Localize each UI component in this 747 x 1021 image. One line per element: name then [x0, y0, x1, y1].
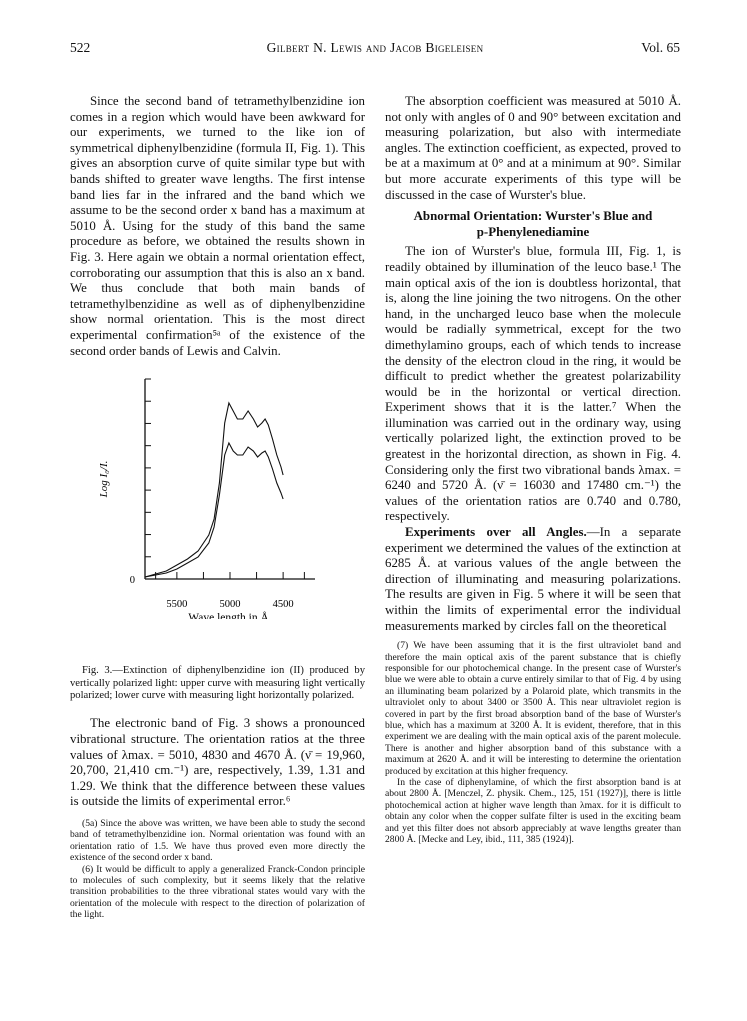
page-number: 522	[70, 40, 91, 55]
volume-label: Vol. 65	[641, 40, 680, 55]
x-tick-label: 5500	[166, 599, 188, 611]
y-tick-label: 0	[129, 575, 135, 587]
x-tick-label: 4500	[272, 599, 294, 611]
footnote-7-continued: In the case of diphenylamine, of which the first absorption band is at about 2800 Å. [Menczel, Z. physik. Chem., 125, 151 (1927)], there is little photochemical action at higher wave length than λmax. for it is difficult to obtain any color when the copper sulfate filter is used in the exciting beam and yet this filter does not absorb appreciably at wave lengths greater than 2800 Å. [Mecke and Ley, ibid., 111, 385 (1924)].	[385, 777, 681, 846]
x-axis-label: Wave length in Å.	[188, 612, 272, 620]
footnote-5a: (5a) Since the above was written, we have been able to study the second band of tetramethylbenzidine ion. Normal orientation was found with an orientation ratio of 1.5. We have thus proved even more directly the existence of the second order x band.	[70, 817, 365, 864]
right-column	[385, 94, 681, 846]
footnote-7: (7) We have been assuming that it is the first ultraviolet band and therefore the main optical axis of the parent substance that is chiefly responsible for our photochemical change. In the present case of Wurster's blue we were able to obtain a curve entirely similar to that of Fig. 4 by using an illuminating beam polarized by a Polaroid plate, which transmits in the ultraviolet only to about 3400 or 3500 Å. This near ultraviolet region is covered in part by the first broad absorption band of the base of Wurster's blue, which has a maximum at 3200 Å. It is evident, therefore, that in this experiment we are dealing with the main optical axis of the parent molecule. There is another and higher absorption band of this substance with a maximum at 2620 Å. and it will be interesting to determine the orientation produced by excitation at this higher frequency.	[385, 640, 681, 777]
paragraph-experiments	[385, 525, 681, 634]
running-header	[70, 40, 680, 60]
paragraph: The absorption coefficient was measured at 5010 Å. not only with angles of 0 and 90° between excitation and measuring polarization, but also with intermediate angles. The extinction coefficient, as expected, proved to be at a maximum at 0° and at a minimum at 90°. Similar but more accurate experiments of this type will be discussed in the case of Wurster's blue.	[385, 94, 681, 202]
section-heading	[385, 209, 681, 240]
series-line-2	[145, 443, 283, 577]
y-axis-label: Log I₀/I.	[98, 460, 110, 498]
paragraph: Since the second band of tetramethylbenzidine ion comes in a region which would have been awkward for our experiments, we turned to the like ion of symmetrical diphenylbenzidine (formula II, Fig. 1). This gives an absorption curve of quite similar type but with bands shifted to greater wave lengths. The first intense band lies far in the infrared and the band which we assume to be the second order x band has a maximum at 5010 Å. Using for the study of this band the same procedure as before, we obtained the results shown in Fig. 3. Here again we obtain a normal orientation effect, corroborating our assumption that this is also an x band. We thus conclude that both main bands of tetramethylbenzidine as well as of diphenylbenzidine show normal orientation. This is the most direct experimental confirmation⁵ᵃ of the existence of the second order bands of Lewis and Calvin.	[70, 94, 365, 358]
figure-caption: Fig. 3.—Extinction of diphenylbenzidine ion (II) produced by vertically polarized light: upper curve with measuring light vertically polarized; lower curve with measuring light horizontally polarized.	[70, 665, 365, 701]
paragraph: The ion of Wurster's blue, formula III, Fig. 1, is readily obtained by illumination of the leuco base.¹ The main optical axis of the ion is doubtless horizontal, that is, along the line joining the two nitrogens. On the other hand, in the uncharged leuco base when the molecule would be radially symmetrical, except for the two dimethylamino groups, each of which tends to increase the density of the electron cloud in the ring, it would be difficult to predict whether the greatest polarizability would be in the horizontal or vertical direction. Experiment shows that it is the latter.⁷ When the illumination was carried out in the ordinary way, using vertically polarized light, the extinction proved to be greatest in the horizontal direction, as shown in Fig. 4. Considering only the first two vibrational bands λmax. = 6240 and 5720 Å. (ν̄ = 16030 and 17480 cm.⁻¹) the values of the orientation ratios are 0.740 and 0.780, respectively.	[385, 244, 681, 524]
paragraph: The electronic band of Fig. 3 shows a pronounced vibrational structure. The orientation ratios at the three values of λmax. = 5010, 4830 and 4670 Å. (ν̄ = 19,960, 20,700, 21,410 cm.⁻¹) are, respectively, 1.39, 1.31 and 1.29. We think that the difference between these values is outside the limits of experimental error.⁶	[70, 716, 365, 809]
footnote-6: (6) It would be difficult to apply a generalized Franck-Condon principle to molecules of such complexity, but it seems likely that the relative transition probabilities to the three vibrational states would vary with the orientation of the molecule with respect to the direction of polarization of the light.	[70, 863, 365, 921]
x-tick-label: 5000	[219, 599, 241, 611]
section-heading-line2: p-Phenylenediamine	[476, 224, 590, 239]
paragraph-text: —In a separate experiment we determined the values of the extinction at 6285 Å. at various values of the angle between the direction of illuminating and measuring polarizations. The results are given in Fig. 5 where it will be seen that within the limits of experimental error the individual measurements marked by circles fall on the theoretical	[385, 525, 681, 633]
left-column	[70, 94, 365, 921]
run-in-heading: Experiments over all Angles.	[405, 525, 587, 540]
section-heading-line1: Abnormal Orientation: Wurster's Blue and	[413, 209, 653, 224]
series-line-1	[145, 403, 283, 577]
figure-3	[70, 369, 365, 659]
running-title: Gilbert N. Lewis and Jacob Bigeleisen	[266, 40, 484, 55]
figure-3-chart	[70, 369, 365, 619]
